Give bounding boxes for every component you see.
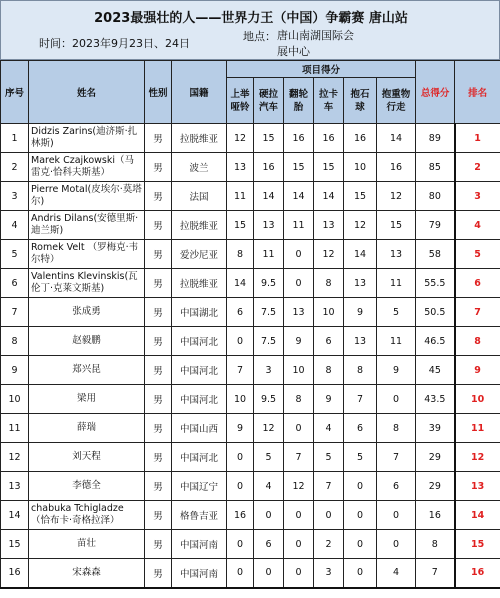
table-row: [1, 327, 500, 356]
cell-score-event-5: 0: [344, 559, 377, 588]
cell-name: 张成勇: [29, 298, 145, 327]
cell-nationality: 中国河北: [172, 385, 227, 414]
cell-score-event-3: 0: [284, 559, 314, 588]
cell-score-event-4: 3: [314, 559, 344, 588]
col-header-event-6: 抱重物行走: [377, 78, 416, 124]
cell-rank: 5: [455, 240, 500, 269]
cell-total: 89: [416, 124, 455, 153]
cell-index: 10: [1, 385, 29, 414]
cell-score-event-6: 9: [377, 356, 416, 385]
cell-score-event-2: 6: [254, 530, 284, 559]
cell-score-event-2: 9.5: [254, 385, 284, 414]
cell-score-event-4: 8: [314, 269, 344, 298]
cell-nationality: 中国河南: [172, 559, 227, 588]
page-title: 2023最强壮的人——世界力王（中国）争霸赛 唐山站: [94, 11, 408, 26]
table-row: [1, 298, 500, 327]
col-header-event-2: 硬拉汽车: [254, 78, 284, 124]
cell-score-event-2: 4: [254, 472, 284, 501]
col-header-score-group: 项目得分: [227, 61, 416, 78]
table-row: [1, 472, 500, 501]
cell-score-event-6: 0: [377, 385, 416, 414]
cell-score-event-4: 0: [314, 501, 344, 530]
cell-score-event-4: 14: [314, 182, 344, 211]
cell-score-event-1: 0: [227, 472, 254, 501]
cell-total: 55.5: [416, 269, 455, 298]
cell-score-event-1: 0: [227, 530, 254, 559]
table-row: [1, 559, 500, 588]
table-row: [1, 443, 500, 472]
cell-score-event-4: 10: [314, 298, 344, 327]
cell-index: 12: [1, 443, 29, 472]
cell-score-event-1: 0: [227, 443, 254, 472]
cell-score-event-3: 9: [284, 327, 314, 356]
cell-score-event-2: 7.5: [254, 298, 284, 327]
cell-total: 43.5: [416, 385, 455, 414]
cell-score-event-4: 9: [314, 385, 344, 414]
cell-score-event-5: 9: [344, 298, 377, 327]
cell-score-event-2: 0: [254, 501, 284, 530]
cell-score-event-2: 9.5: [254, 269, 284, 298]
cell-gender: 男: [145, 124, 172, 153]
cell-score-event-5: 15: [344, 182, 377, 211]
table-row: [1, 414, 500, 443]
cell-score-event-2: 7.5: [254, 327, 284, 356]
cell-score-event-1: 16: [227, 501, 254, 530]
cell-gender: 男: [145, 443, 172, 472]
cell-score-event-5: 5: [344, 443, 377, 472]
cell-score-event-2: 12: [254, 414, 284, 443]
cell-score-event-6: 0: [377, 530, 416, 559]
cell-score-event-4: 2: [314, 530, 344, 559]
col-header-gender: 性别: [145, 61, 172, 124]
cell-score-event-2: 16: [254, 153, 284, 182]
cell-nationality: 法国: [172, 182, 227, 211]
table-row: [1, 153, 500, 182]
cell-score-event-4: 16: [314, 124, 344, 153]
cell-score-event-6: 11: [377, 269, 416, 298]
cell-rank: 14: [455, 501, 500, 530]
cell-name: 郑兴昆: [29, 356, 145, 385]
cell-gender: 男: [145, 298, 172, 327]
cell-index: 1: [1, 124, 29, 153]
cell-index: 14: [1, 501, 29, 530]
cell-nationality: 中国河北: [172, 327, 227, 356]
cell-index: 8: [1, 327, 29, 356]
cell-score-event-3: 11: [284, 211, 314, 240]
cell-score-event-1: 12: [227, 124, 254, 153]
cell-name: Didzis Zarins(迪济斯·扎林斯): [29, 124, 145, 153]
cell-score-event-6: 8: [377, 414, 416, 443]
cell-score-event-6: 0: [377, 501, 416, 530]
cell-score-event-3: 12: [284, 472, 314, 501]
cell-rank: 10: [455, 385, 500, 414]
col-header-event-3: 翻轮胎: [284, 78, 314, 124]
cell-total: 79: [416, 211, 455, 240]
cell-total: 80: [416, 182, 455, 211]
cell-total: 58: [416, 240, 455, 269]
cell-score-event-6: 12: [377, 182, 416, 211]
cell-nationality: 拉脱维亚: [172, 124, 227, 153]
cell-name: 宋森森: [29, 559, 145, 588]
col-header-event-4: 拉卡车: [314, 78, 344, 124]
cell-score-event-6: 16: [377, 153, 416, 182]
cell-index: 6: [1, 269, 29, 298]
cell-name: 刘天程: [29, 443, 145, 472]
cell-rank: 1: [455, 124, 500, 153]
col-header-index: 序号: [1, 61, 29, 124]
cell-rank: 7: [455, 298, 500, 327]
cell-score-event-6: 13: [377, 240, 416, 269]
col-header-rank: 排名: [455, 61, 500, 124]
cell-score-event-6: 5: [377, 298, 416, 327]
cell-score-event-2: 15: [254, 124, 284, 153]
cell-score-event-5: 16: [344, 124, 377, 153]
cell-index: 7: [1, 298, 29, 327]
cell-score-event-6: 11: [377, 327, 416, 356]
cell-total: 45: [416, 356, 455, 385]
cell-total: 16: [416, 501, 455, 530]
table-row: [1, 182, 500, 211]
cell-rank: 8: [455, 327, 500, 356]
cell-score-event-4: 12: [314, 240, 344, 269]
cell-score-event-3: 8: [284, 385, 314, 414]
cell-rank: 12: [455, 443, 500, 472]
cell-nationality: 中国河南: [172, 530, 227, 559]
cell-score-event-3: 0: [284, 530, 314, 559]
cell-gender: 男: [145, 530, 172, 559]
cell-index: 16: [1, 559, 29, 588]
cell-score-event-1: 7: [227, 356, 254, 385]
cell-score-event-2: 11: [254, 240, 284, 269]
table-row: [1, 211, 500, 240]
cell-score-event-3: 0: [284, 269, 314, 298]
cell-gender: 男: [145, 269, 172, 298]
cell-total: 46.5: [416, 327, 455, 356]
cell-nationality: 中国山西: [172, 414, 227, 443]
cell-score-event-4: 4: [314, 414, 344, 443]
cell-index: 2: [1, 153, 29, 182]
cell-total: 50.5: [416, 298, 455, 327]
sheet-header: [0, 0, 500, 60]
cell-score-event-1: 10: [227, 385, 254, 414]
venue-label: 地点：: [243, 30, 276, 43]
cell-nationality: 中国河北: [172, 356, 227, 385]
cell-score-event-3: 13: [284, 298, 314, 327]
cell-name: 苗壮: [29, 530, 145, 559]
cell-nationality: 格鲁吉亚: [172, 501, 227, 530]
table-row: [1, 124, 500, 153]
cell-nationality: 中国河北: [172, 443, 227, 472]
cell-score-event-5: 8: [344, 356, 377, 385]
cell-index: 3: [1, 182, 29, 211]
cell-score-event-1: 0: [227, 559, 254, 588]
cell-score-event-2: 5: [254, 443, 284, 472]
cell-score-event-4: 15: [314, 153, 344, 182]
results-table: [0, 60, 500, 589]
cell-name: Pierre Motal(皮埃尔·莫塔尔): [29, 182, 145, 211]
cell-total: 29: [416, 472, 455, 501]
cell-name: 李德全: [29, 472, 145, 501]
cell-gender: 男: [145, 414, 172, 443]
cell-total: 8: [416, 530, 455, 559]
cell-gender: 男: [145, 472, 172, 501]
cell-name: 赵毅鹏: [29, 327, 145, 356]
cell-score-event-3: 14: [284, 182, 314, 211]
cell-score-event-5: 13: [344, 327, 377, 356]
cell-total: 39: [416, 414, 455, 443]
cell-score-event-5: 12: [344, 211, 377, 240]
cell-name: 薛瑞: [29, 414, 145, 443]
cell-score-event-6: 14: [377, 124, 416, 153]
cell-gender: 男: [145, 240, 172, 269]
cell-score-event-5: 7: [344, 385, 377, 414]
table-row: [1, 269, 500, 298]
cell-nationality: 中国辽宁: [172, 472, 227, 501]
cell-total: 29: [416, 443, 455, 472]
col-header-event-5: 抱石球: [344, 78, 377, 124]
cell-score-event-1: 8: [227, 240, 254, 269]
cell-score-event-1: 15: [227, 211, 254, 240]
cell-score-event-5: 13: [344, 269, 377, 298]
cell-score-event-2: 14: [254, 182, 284, 211]
cell-score-event-4: 8: [314, 356, 344, 385]
cell-gender: 男: [145, 182, 172, 211]
cell-nationality: 拉脱维亚: [172, 211, 227, 240]
cell-name: Valentins Klevinskis(瓦伦丁·克莱文斯基): [29, 269, 145, 298]
cell-score-event-5: 6: [344, 414, 377, 443]
table-row: [1, 356, 500, 385]
cell-rank: 11: [455, 414, 500, 443]
cell-score-event-6: 15: [377, 211, 416, 240]
cell-gender: 男: [145, 385, 172, 414]
cell-score-event-1: 6: [227, 298, 254, 327]
cell-score-event-6: 6: [377, 472, 416, 501]
cell-score-event-3: 16: [284, 124, 314, 153]
cell-score-event-3: 0: [284, 501, 314, 530]
col-header-total: 总得分: [416, 61, 455, 124]
cell-gender: 男: [145, 327, 172, 356]
cell-score-event-3: 15: [284, 153, 314, 182]
cell-nationality: 拉脱维亚: [172, 269, 227, 298]
cell-gender: 男: [145, 211, 172, 240]
cell-score-event-5: 0: [344, 530, 377, 559]
cell-rank: 2: [455, 153, 500, 182]
cell-score-event-3: 10: [284, 356, 314, 385]
cell-nationality: 中国湖北: [172, 298, 227, 327]
cell-total: 7: [416, 559, 455, 588]
col-header-event-1: 上举哑铃: [227, 78, 254, 124]
cell-gender: 男: [145, 153, 172, 182]
cell-total: 85: [416, 153, 455, 182]
cell-gender: 男: [145, 356, 172, 385]
col-header-nationality: 国籍: [172, 61, 227, 124]
cell-score-event-5: 0: [344, 501, 377, 530]
cell-nationality: 波兰: [172, 153, 227, 182]
venue-value: 唐山南湖国际会展中心: [277, 29, 354, 58]
cell-index: 9: [1, 356, 29, 385]
cell-rank: 16: [455, 559, 500, 588]
table-row: [1, 530, 500, 559]
cell-name: chabuka Tchigladze（恰布卡·奇格拉泽）: [29, 501, 145, 530]
cell-name: Marek Czajkowski（马雷克·恰科夫斯基）: [29, 153, 145, 182]
cell-nationality: 爱沙尼亚: [172, 240, 227, 269]
cell-gender: 男: [145, 501, 172, 530]
cell-gender: 男: [145, 559, 172, 588]
cell-name: 梁用: [29, 385, 145, 414]
table-row: [1, 385, 500, 414]
cell-name: Romek Velt （罗梅克·韦尔特）: [29, 240, 145, 269]
cell-score-event-3: 7: [284, 443, 314, 472]
cell-score-event-2: 13: [254, 211, 284, 240]
cell-rank: 6: [455, 269, 500, 298]
cell-rank: 4: [455, 211, 500, 240]
cell-name: Andris Dilans(安德里斯·迪兰斯): [29, 211, 145, 240]
cell-index: 15: [1, 530, 29, 559]
cell-score-event-1: 11: [227, 182, 254, 211]
cell-score-event-4: 5: [314, 443, 344, 472]
cell-score-event-1: 9: [227, 414, 254, 443]
table-row: [1, 240, 500, 269]
cell-rank: 13: [455, 472, 500, 501]
cell-score-event-4: 6: [314, 327, 344, 356]
cell-score-event-4: 13: [314, 211, 344, 240]
cell-score-event-3: 0: [284, 414, 314, 443]
cell-score-event-5: 14: [344, 240, 377, 269]
cell-score-event-1: 14: [227, 269, 254, 298]
cell-score-event-2: 0: [254, 559, 284, 588]
cell-score-event-3: 0: [284, 240, 314, 269]
cell-rank: 3: [455, 182, 500, 211]
cell-score-event-1: 13: [227, 153, 254, 182]
cell-score-event-4: 7: [314, 472, 344, 501]
cell-score-event-2: 3: [254, 356, 284, 385]
cell-score-event-5: 0: [344, 472, 377, 501]
cell-index: 11: [1, 414, 29, 443]
event-time: 时间：2023年9月23日、24日: [39, 37, 190, 50]
cell-rank: 15: [455, 530, 500, 559]
table-row: [1, 501, 500, 530]
cell-rank: 9: [455, 356, 500, 385]
cell-score-event-6: 4: [377, 559, 416, 588]
cell-index: 5: [1, 240, 29, 269]
cell-score-event-6: 7: [377, 443, 416, 472]
cell-score-event-5: 10: [344, 153, 377, 182]
col-header-name: 姓名: [29, 61, 145, 124]
cell-index: 13: [1, 472, 29, 501]
cell-index: 4: [1, 211, 29, 240]
cell-score-event-1: 0: [227, 327, 254, 356]
